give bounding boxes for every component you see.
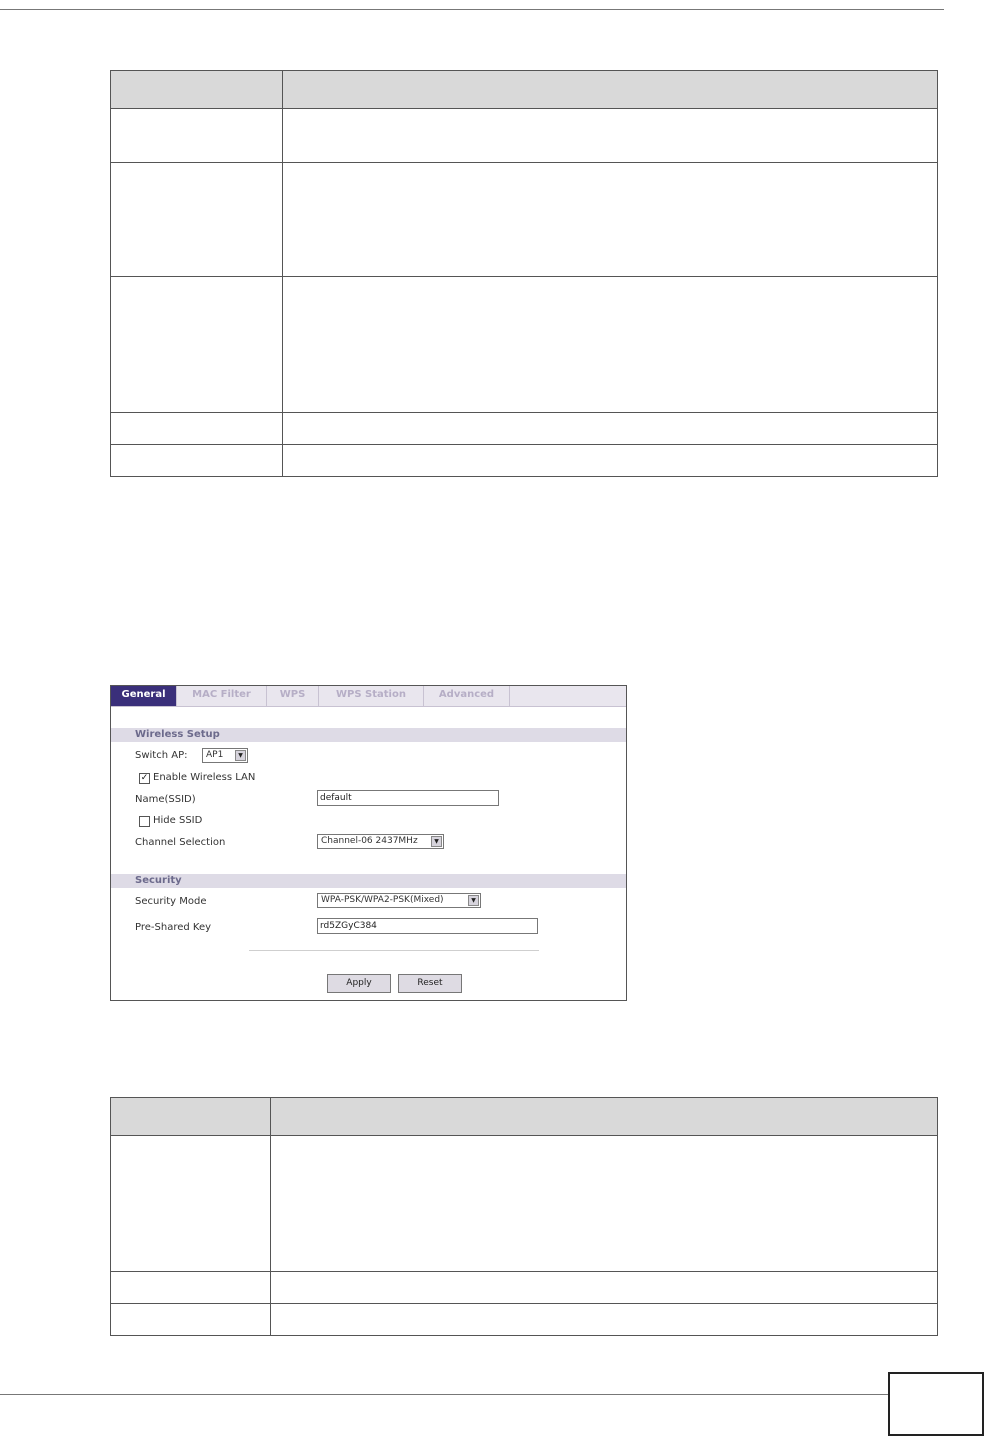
table-row [111,109,938,163]
table-cell [283,163,938,277]
table-cell [111,445,283,477]
table-cell [111,277,283,413]
reset-button[interactable]: Reset [398,974,462,993]
security-mode-label: Security Mode [135,896,207,907]
table-header-row [111,71,938,109]
table-cell [283,413,938,445]
table-cell [111,413,283,445]
section-wireless-setup: Wireless Setup [111,728,626,742]
header-cell [271,1098,938,1136]
table-row [111,1272,938,1304]
table-cell [111,109,283,163]
header-cell [111,1098,271,1136]
chevron-down-icon: ▼ [235,750,246,761]
tab-bar [111,686,626,707]
table-cell [283,109,938,163]
table-row [111,413,938,445]
table-cell [283,445,938,477]
footer-rule [0,1394,888,1395]
hide-ssid-checkbox[interactable] [139,816,150,827]
table-cell [111,1136,271,1272]
apply-button[interactable]: Apply [327,974,391,993]
channel-selection-label: Channel Selection [135,837,226,848]
tab-wps[interactable]: WPS [267,686,319,706]
pre-shared-key-label: Pre-Shared Key [135,922,212,933]
table-cell [271,1304,938,1336]
table-cell [111,1272,271,1304]
field-description-table-1 [110,70,938,477]
security-mode-select[interactable] [317,893,481,908]
enable-wireless-lan-checkbox[interactable] [139,773,150,784]
pre-shared-key-input[interactable]: rd5ZGyC384 [317,918,538,934]
enable-wireless-lan-label: Enable Wireless LAN [153,772,256,783]
table-cell [111,1304,271,1336]
tab-general[interactable]: General [111,686,177,706]
ssid-input[interactable]: default [317,790,499,806]
switch-ap-value: AP1 [206,750,224,760]
tab-advanced[interactable]: Advanced [424,686,510,706]
table-cell [271,1272,938,1304]
switch-ap-label: Switch AP: [135,750,188,761]
table-row [111,1136,938,1272]
channel-value: Channel-06 2437MHz [321,836,418,846]
table-row [111,445,938,477]
page-number-box [888,1372,984,1436]
security-mode-value: WPA-PSK/WPA2-PSK(Mixed) [321,895,444,905]
table-row [111,163,938,277]
header-rule [0,9,944,10]
table-cell [283,277,938,413]
channel-select[interactable] [317,834,444,849]
table-row [111,1304,938,1336]
hide-ssid-label: Hide SSID [153,815,203,826]
header-cell [283,71,938,109]
chevron-down-icon: ▼ [431,836,442,847]
tab-wps-station[interactable]: WPS Station [319,686,424,706]
chevron-down-icon: ▼ [468,895,479,906]
table-cell [111,163,283,277]
section-security: Security [111,874,626,888]
form-divider [249,950,539,951]
wireless-general-screenshot [110,685,627,1001]
ssid-label: Name(SSID) [135,794,196,805]
table-header-row [111,1098,938,1136]
table-row [111,277,938,413]
tab-mac-filter[interactable]: MAC Filter [177,686,267,706]
header-cell [111,71,283,109]
field-description-table-2 [110,1097,938,1336]
switch-ap-select[interactable] [202,748,248,763]
checkmark-icon: ✓ [140,773,149,783]
table-cell [271,1136,938,1272]
